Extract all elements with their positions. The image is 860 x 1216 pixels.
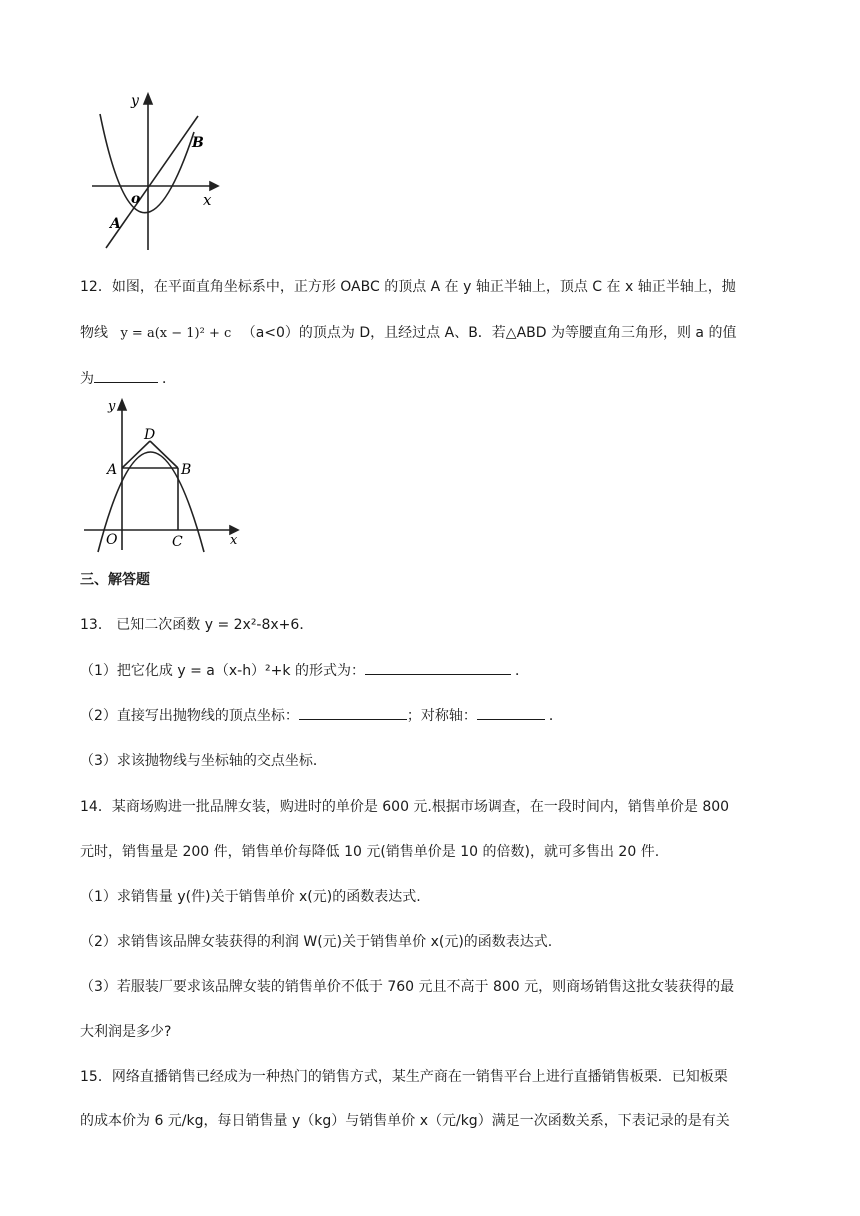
q13-stem: 13． 已知二次函数 y = 2x²-8x+6．: [80, 617, 314, 633]
q13-part2: [80, 705, 563, 725]
section-heading: 三、解答题: [80, 572, 150, 588]
q15-line2: 的成本价为 6 元/kg，每日销售量 y（kg）与销售单价 x（元/kg）满足一次函数关系，下表记录的是有关: [80, 1113, 730, 1129]
q12-line3-start: 为: [80, 371, 94, 387]
label-y: y: [131, 93, 139, 109]
label-c: C: [172, 534, 183, 550]
q13-part1-end: ．: [514, 663, 529, 679]
q14-part3-line1: （3）若服装厂要求该品牌女装的销售单价不低于 760 元且不高于 800 元，则商场销售这批女装获得的最: [80, 979, 735, 995]
q13-part1: [80, 660, 529, 680]
answer-blank[interactable]: [94, 368, 158, 383]
label-x: x: [203, 191, 212, 209]
q15-line1: 15．网络直播销售已经成为一种热门的销售方式，某生产商在一销售平台上进行直播销售板栗．已知板栗: [80, 1069, 728, 1085]
y-axis-arrow: [118, 400, 126, 410]
q12-line2-end: （a<0）的顶点为 D，且经过点 A、B．若△ABD 为等腰直角三角形，则 a 的值: [241, 325, 737, 341]
label-x: x: [230, 533, 238, 548]
answer-blank[interactable]: [299, 705, 407, 720]
q12-line2: [80, 322, 736, 342]
label-a: A: [107, 462, 118, 478]
label-b: B: [192, 135, 204, 151]
label-d: D: [144, 427, 156, 443]
figure-square-parabola: [80, 392, 250, 554]
label-o: O: [106, 532, 118, 548]
q13-part2-text: （2）直接写出抛物线的顶点坐标：: [80, 708, 299, 724]
label-a: A: [110, 216, 121, 232]
q12-line3-end: ．: [162, 371, 176, 387]
q14-part1: （1）求销售量 y(件)关于销售单价 x(元)的函数表达式.: [80, 889, 421, 905]
q12-line3: [80, 368, 176, 388]
y-axis-arrow: [144, 94, 152, 104]
q14-line1: 14．某商场购进一批品牌女装，购进时的单价是 600 元.根据市场调查，在一段时间内，销售单价是 800: [80, 799, 730, 815]
answer-blank[interactable]: [477, 705, 545, 720]
q13-part1-text: （1）把它化成 y = a（x-h）²+k 的形式为：: [80, 663, 365, 679]
label-o: o: [131, 191, 141, 207]
q14-line2: 元时，销售量是 200 件，销售单价每降低 10 元(销售单价是 10 的倍数)，就可多售出 20 件.: [80, 844, 660, 860]
parabola-curve: [100, 114, 194, 213]
q14-part3-line2: 大利润是多少?: [80, 1024, 172, 1040]
segment-db: [150, 441, 178, 468]
x-axis-arrow: [210, 182, 218, 190]
figure-parabola-line: [86, 88, 226, 258]
segment-ad: [122, 441, 150, 468]
q13-part2-mid: ；对称轴：: [406, 708, 477, 724]
q13-part2-end: ．: [548, 708, 563, 724]
answer-blank[interactable]: [365, 660, 511, 675]
label-y: y: [108, 399, 116, 414]
q12-line1: 12．如图，在平面直角坐标系中，正方形 OABC 的顶点 A 在 y 轴正半轴上，顶点 C 在 x 轴正半轴上，抛: [80, 279, 736, 295]
q12-line2-start: 物线: [80, 325, 108, 341]
q13-part3: （3）求该抛物线与坐标轴的交点坐标．: [80, 753, 327, 769]
q12-formula: y = a(x − 1)² + c: [120, 326, 232, 341]
q14-part2: （2）求销售该品牌女装获得的利润 W(元)关于销售单价 x(元)的函数表达式.: [80, 934, 553, 950]
label-b: B: [181, 462, 192, 478]
